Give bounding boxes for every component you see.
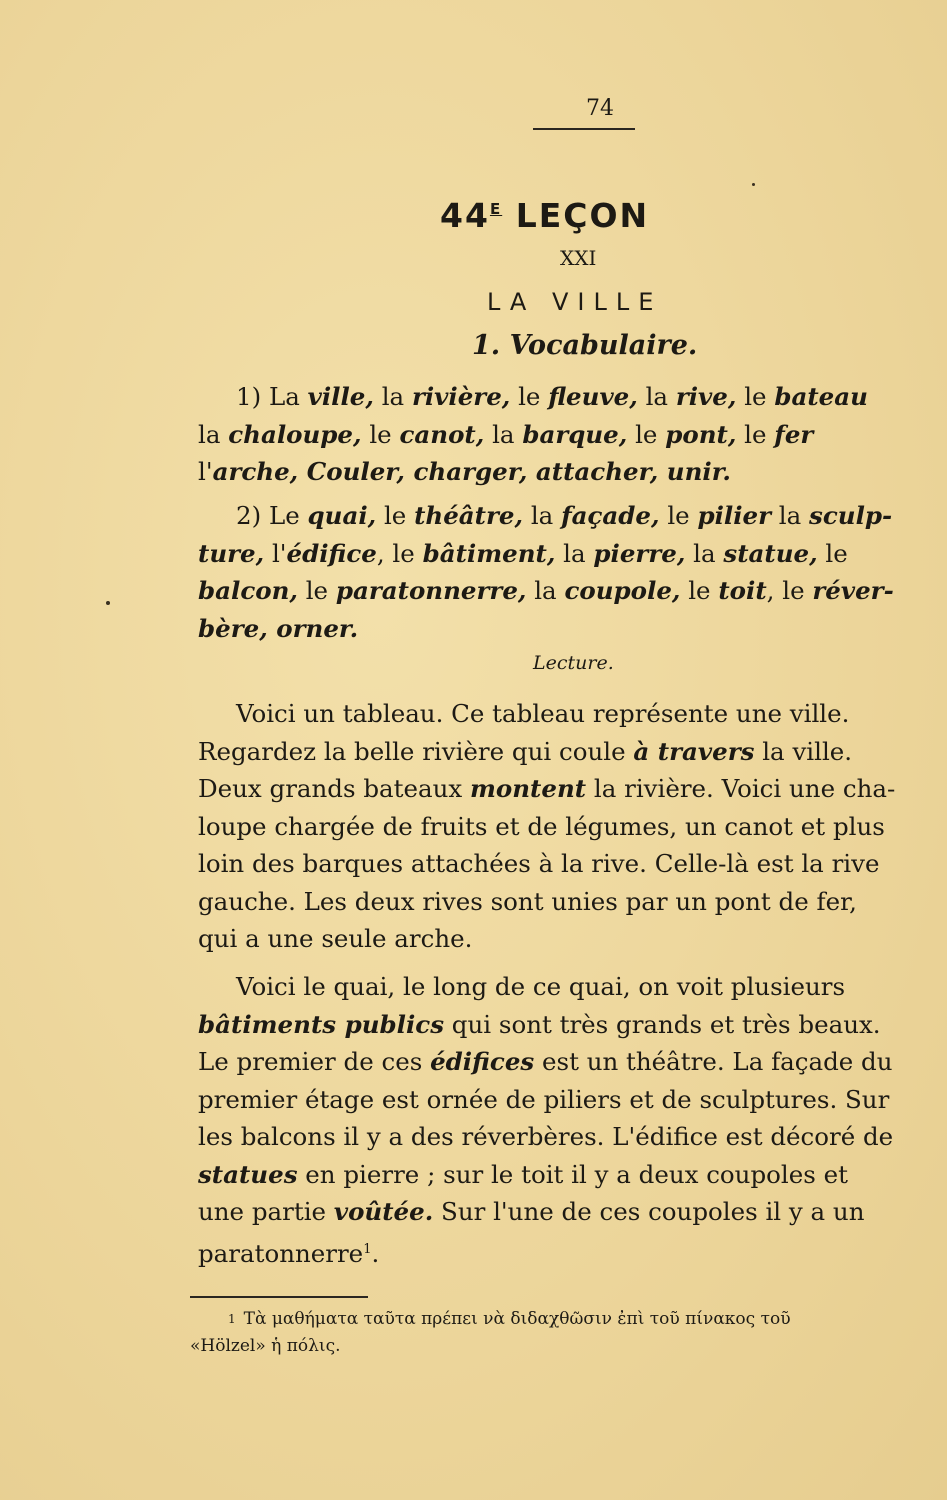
lesson-number: 44 bbox=[440, 196, 490, 235]
para2-line-2: bâtiments publics qui sont très grands et très beaux. bbox=[198, 1009, 881, 1039]
reading-paragraph-1 bbox=[198, 695, 947, 958]
para2-line-4: premier étage est ornée de piliers et de sculptures. Sur bbox=[198, 1084, 890, 1114]
vocab2-line-4: bère, orner. bbox=[198, 613, 359, 643]
footnote-rule bbox=[190, 1296, 368, 1298]
footnote-line-2: «Hölzel» ἡ πόλις. bbox=[190, 1336, 341, 1356]
para1-line-6: gauche. Les deux rives sont unies par un pont de fer, bbox=[198, 886, 857, 916]
para2-line-6: statues en pierre ; sur le toit il y a deux coupoles et bbox=[198, 1159, 848, 1189]
vocabulary-list-2 bbox=[198, 497, 947, 647]
reading-paragraph-2 bbox=[198, 968, 947, 1268]
reading-heading: Lecture. bbox=[533, 652, 614, 674]
vocab1-line-2: la chaloupe, le canot, la barque, le pont, le fer bbox=[198, 419, 814, 449]
lesson-suffix: E bbox=[489, 200, 503, 218]
vocab2-line-1: 2) Le quai, le théâtre, la façade, le pilier la sculp- bbox=[236, 501, 893, 530]
vocabulary-list-1 bbox=[198, 378, 947, 491]
lesson-heading bbox=[440, 196, 649, 235]
para1-line-3: Deux grands bateaux montent la rivière. Voici une cha- bbox=[198, 774, 896, 803]
para2-line-3: Le premier de ces édifices est un théâtre. La façade du bbox=[198, 1047, 893, 1076]
para1-line-5: loin des barques attachées à la rive. Celle-là est la rive bbox=[198, 849, 880, 878]
para2-line-1: Voici le quai, le long de ce quai, on voit plusieurs bbox=[236, 972, 846, 1001]
para2-line-5: les balcons il y a des réverbères. L'édifice est décoré de bbox=[198, 1122, 894, 1151]
lesson-word: LEÇON bbox=[515, 196, 650, 235]
paper-speck bbox=[752, 183, 755, 186]
para2-line-7: une partie voûtée. Sur l'une de ces coupoles il y a un bbox=[198, 1197, 865, 1226]
para1-line-4: loupe chargée de fruits et de légumes, un canot et plus bbox=[198, 811, 885, 841]
para2-line-8: paratonnerre$^1$. bbox=[198, 1238, 380, 1268]
para1-line-2: Regardez la belle rivière qui coule à travers la ville. bbox=[198, 736, 853, 766]
page-number-rule bbox=[533, 128, 635, 130]
para1-line-1: Voici un tableau. Ce tableau représente une ville. bbox=[236, 699, 850, 728]
roman-numeral: XXI bbox=[560, 246, 597, 270]
para1-line-7: qui a une seule arche. bbox=[198, 924, 473, 953]
vocab2-line-2: ture, l'édifice, le bâtiment, la pierre, la statue, le bbox=[198, 538, 848, 568]
vocab1-line-3: l'arche, Couler, charger, attacher, unir. bbox=[198, 457, 731, 486]
footnote-mark: 1 bbox=[228, 1312, 236, 1326]
footnote bbox=[190, 1306, 947, 1360]
vocab1-line-1: 1) La ville, la rivière, le fleuve, la rive, le bateau bbox=[236, 382, 868, 411]
section-heading: 1. Vocabulaire. bbox=[472, 330, 698, 361]
paper-speck bbox=[106, 601, 110, 605]
footnote-reference: 1 bbox=[363, 1241, 372, 1257]
chapter-title: LA VILLE bbox=[487, 288, 663, 316]
footnote-line-1: $^1$ Τὰ μαθήματα ταῦτα πρέπει νὰ διδαχθῶσιν ἐπὶ τοῦ πίνακος τοῦ bbox=[228, 1309, 791, 1329]
page-number: 74 bbox=[586, 96, 614, 121]
vocab2-line-3: balcon, le paratonnerre, la coupole, le toit, le réver- bbox=[198, 576, 894, 605]
